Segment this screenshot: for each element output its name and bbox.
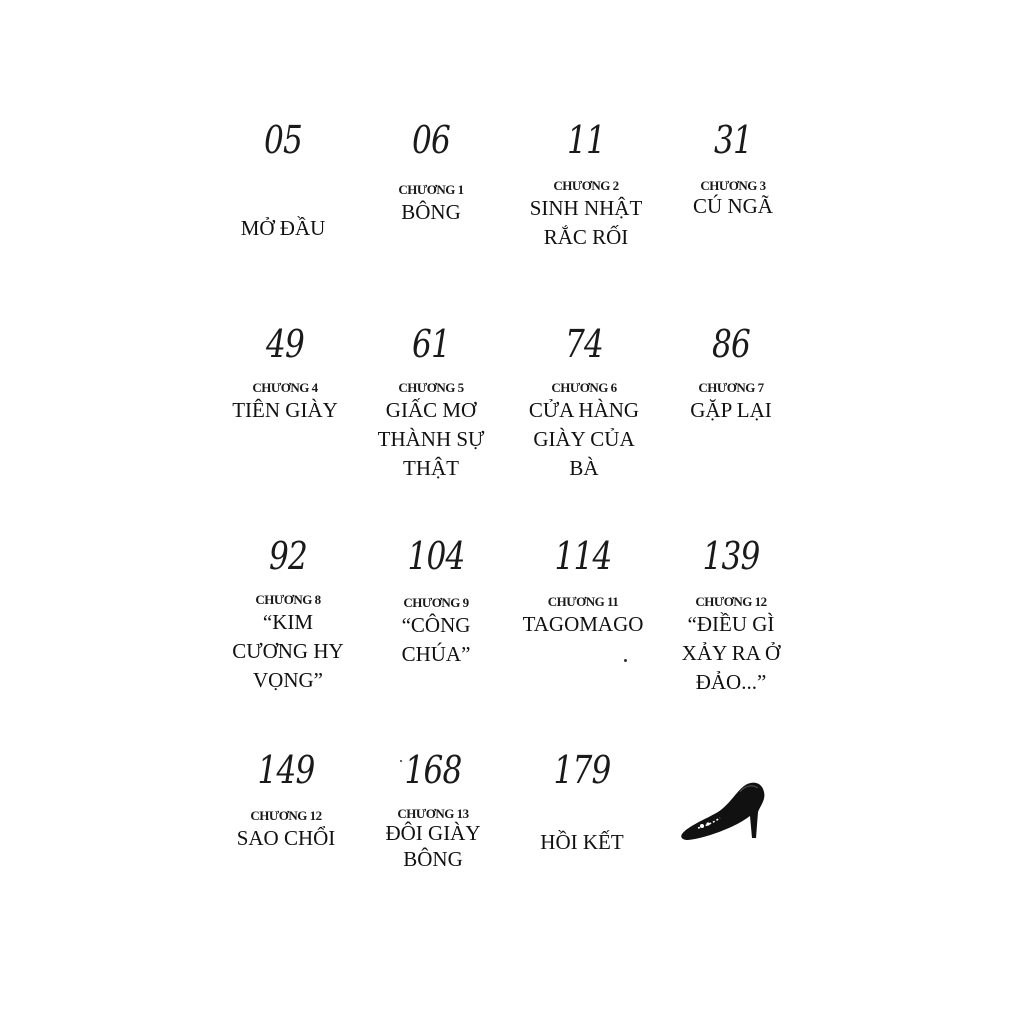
toc-entry-chapter-9: [361, 534, 511, 669]
chapter-label: CHƯƠNG 2: [553, 178, 619, 193]
page-number: 05: [263, 118, 303, 162]
high-heel-shoe-icon: [678, 776, 768, 846]
page-number: 11: [566, 118, 606, 162]
chapter-title: TIÊN GIÀY: [232, 398, 338, 422]
print-dot: [624, 659, 627, 662]
chapter-title: CÚ NGÃ: [693, 194, 773, 218]
chapter-label: CHƯƠNG 4: [252, 380, 318, 395]
chapter-title: “KIM CƯƠNG HY VỌNG”: [232, 610, 344, 692]
toc-entry-chapter-5: [356, 322, 506, 483]
page-number: 06: [411, 118, 451, 162]
page-number: 168: [404, 748, 462, 792]
page-number: 104: [407, 534, 465, 578]
toc-entry-prologue: [208, 118, 358, 243]
toc-entry-chapter-12a: [656, 534, 806, 697]
toc-entry-chapter-13: [358, 748, 508, 872]
chapter-label: CHƯƠNG 11: [547, 594, 619, 609]
chapter-label: CHƯƠNG 6: [551, 380, 617, 395]
page-number: 149: [257, 748, 315, 792]
chapter-title: CỬA HÀNG GIÀY CỦA BÀ: [528, 398, 640, 480]
chapter-label: [507, 812, 657, 828]
chapter-label: CHƯƠNG 7: [698, 380, 764, 395]
page-number: 74: [564, 322, 604, 366]
chapter-title: GẶP LẠI: [690, 398, 772, 422]
page-number: 92: [268, 534, 308, 578]
page-number: 49: [265, 322, 305, 366]
chapter-title: “CÔNG CHÚA”: [401, 613, 471, 666]
toc-entry-chapter-1: [356, 118, 506, 227]
chapter-title: GIẤC MƠ THÀNH SỰ THẬT: [377, 398, 485, 480]
toc-entry-chapter-7: [656, 322, 806, 425]
page-number: 179: [553, 748, 611, 792]
toc-entry-chapter-3: [658, 118, 808, 221]
print-dot: [400, 760, 402, 762]
page-number: 61: [411, 322, 451, 366]
chapter-title: HỒI KẾT: [540, 830, 624, 854]
chapter-label: CHƯƠNG 3: [700, 178, 766, 193]
chapter-title: SAO CHỔI: [236, 826, 336, 850]
chapter-label: CHƯƠNG 12: [695, 594, 767, 609]
chapter-title: SINH NHẬT RẮC RỐI: [529, 196, 643, 249]
chapter-label: CHƯƠNG 12: [250, 808, 322, 823]
page-number: 114: [554, 534, 612, 578]
chapter-title: MỞ ĐẦU: [240, 216, 326, 240]
chapter-label: CHƯƠNG 1: [398, 182, 464, 197]
chapter-title: BÔNG: [401, 200, 461, 224]
chapter-label: CHƯƠNG 8: [255, 592, 321, 607]
page-number: 31: [713, 118, 753, 162]
toc-entry-epilogue: [507, 748, 657, 857]
page-number: 139: [702, 534, 760, 578]
chapter-label: CHƯƠNG 5: [398, 380, 464, 395]
chapter-label: CHƯƠNG 13: [397, 806, 469, 821]
chapter-title: TAGOMAGO: [522, 612, 644, 636]
toc-entry-chapter-2: [511, 118, 661, 252]
chapter-label: CHƯƠNG 9: [403, 595, 469, 610]
toc-entry-chapter-4: [210, 322, 360, 425]
toc-entry-chapter-8: [213, 534, 363, 695]
toc-entry-chapter-12b: [211, 748, 361, 853]
page-number: 86: [711, 322, 751, 366]
chapter-title: ĐÔI GIÀY BÔNG: [385, 821, 481, 871]
chapter-title: “ĐIỀU GÌ XẢY RA Ở ĐẢO...”: [681, 612, 781, 694]
toc-entry-chapter-11: [508, 534, 658, 639]
toc-entry-chapter-6: [509, 322, 659, 483]
